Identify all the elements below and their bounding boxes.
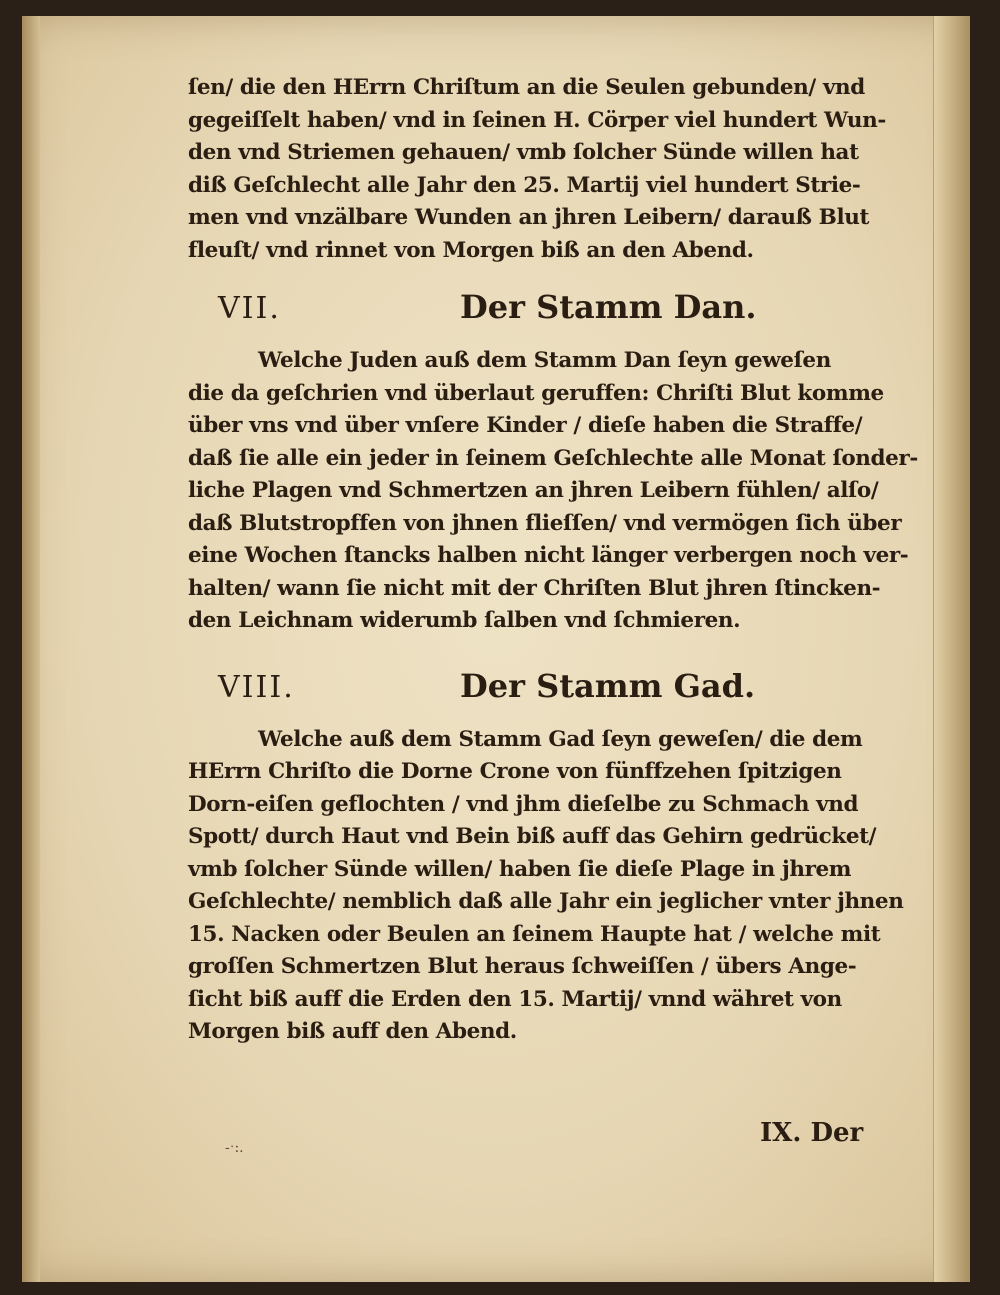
text-line: Morgen biß auff den Abend.: [188, 1019, 517, 1044]
text-line: über vns vnd über vnſere Kinder / dieſe haben die Straffe/: [188, 413, 863, 438]
section-heading-vii: [188, 275, 868, 345]
stray-ink-mark: -ˑ:.: [225, 1140, 244, 1156]
text-line: liche Plagen vnd Schmertzen an jhren Leibern fühlen/ alſo/: [188, 478, 879, 503]
section-viii-paragraph: [188, 724, 904, 1049]
text-line: groſſen Schmertzen Blut heraus ſchweiſſen / übers Ange-: [188, 954, 857, 979]
text-line: ſicht biß auff die Erden den 15. Martij/ vnnd währet von: [188, 986, 842, 1012]
text-line: Geſchlechte/ nemblich daß alle Jahr ein jeglicher vnter jhnen: [188, 889, 904, 914]
text-line: halten/ wann ſie nicht mit der Chriſten Blut jhren ſtincken-: [188, 575, 881, 601]
body-text: [188, 72, 918, 1049]
text-line: die da geſchrien vnd überlaut geruffen: Chriſti Blut komme: [188, 380, 884, 406]
text-line: den Leichnam widerumb ſalben vnd ſchmieren.: [188, 608, 741, 633]
text-line: Spott/ durch Haut vnd Bein biß auff das Gehirn gedrücket/: [188, 824, 877, 849]
intro-paragraph: [188, 72, 886, 267]
catchword: IX. Der: [760, 1118, 864, 1148]
section-title: Der Stamm Gad.: [460, 666, 756, 705]
text-line: vmb ſolcher Sünde willen/ haben ſie dieſe Plage in jhrem: [188, 856, 852, 882]
section-title: Der Stamm Dan.: [460, 288, 757, 326]
page-left-edge: [22, 16, 40, 1282]
text-line: daß ſie alle ein jeder in ſeinem Geſchlechte alle Monat ſonder-: [188, 445, 918, 471]
section-vii-paragraph: [188, 345, 918, 638]
text-line: den vnd Striemen gehauen/ vmb ſolcher Sünde willen hat: [188, 140, 859, 165]
text-line: diß Geſchlecht alle Jahr den 25. Martij viel hundert Strie-: [188, 172, 861, 198]
text-line: 15. Nacken oder Beulen an ſeinem Haupte hat / welche mit: [188, 921, 881, 947]
text-line: Dorn-eiſen geflochten / vnd jhm dieſelbe zu Schmach vnd: [188, 791, 859, 817]
book-gutter: [933, 16, 970, 1282]
text-line: HErrn Chriſto die Dorne Crone von fünffzehen ſpitzigen: [188, 759, 842, 784]
text-line: fleuſt/ vnd rinnet von Morgen biß an den Abend.: [188, 237, 754, 263]
text-line: gegeiſſelt haben/ vnd in ſeinen H. Cörper viel hundert Wun-: [188, 107, 886, 133]
text-line: men vnd vnzälbare Wunden an jhren Leibern/ darauß Blut: [188, 205, 869, 230]
text-line: daß Blutstropffen von jhnen flieſſen/ vnd vermögen ſich über: [188, 510, 902, 536]
section-heading-viii: [188, 654, 868, 724]
text-line: eine Wochen ſtancks halben nicht länger verbergen noch ver-: [188, 543, 909, 568]
text-line: ſen/ die den HErrn Chriſtum an die Seulen gebunden/ vnd: [188, 75, 865, 100]
section-numeral: VIII.: [218, 669, 295, 705]
text-line: Welche Juden auß dem Stamm Dan ſeyn geweſen: [258, 348, 831, 373]
section-numeral: VII.: [218, 291, 281, 326]
text-line: Welche auß dem Stamm Gad ſeyn geweſen/ die dem: [258, 726, 863, 752]
